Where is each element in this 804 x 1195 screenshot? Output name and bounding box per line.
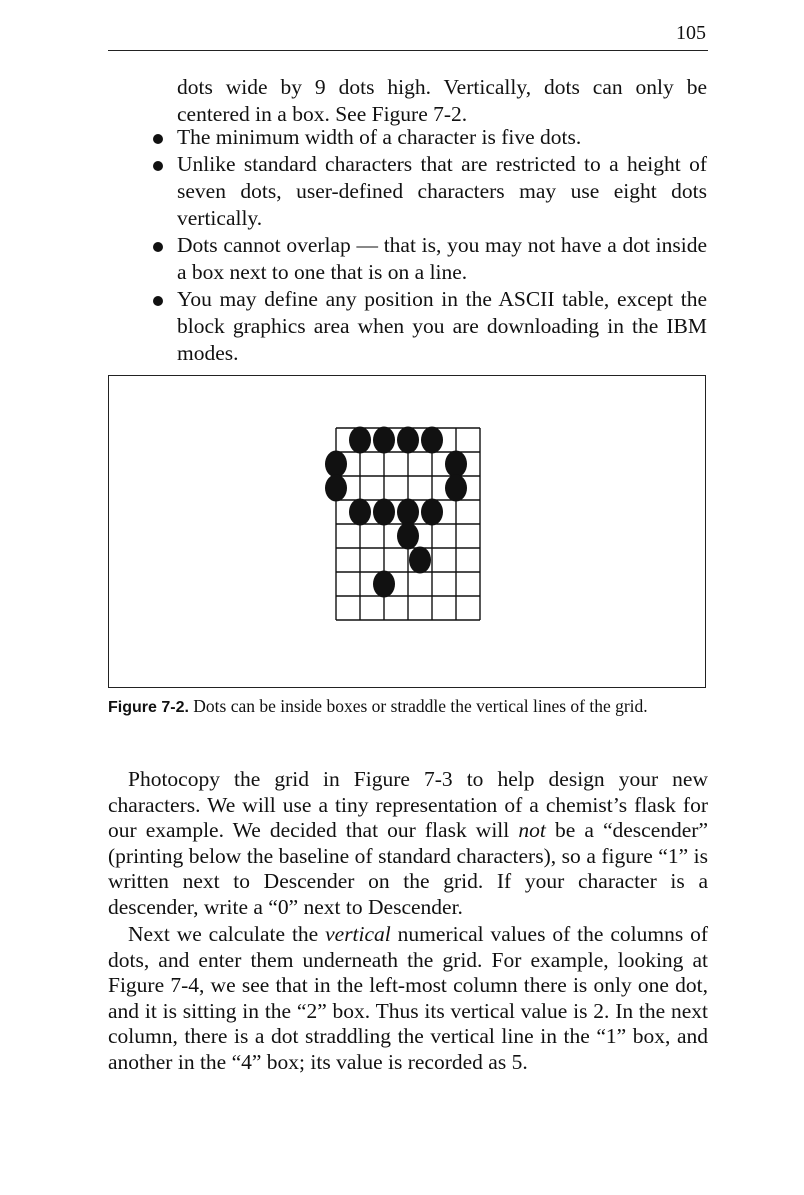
figure-frame: [108, 375, 706, 688]
grid-dot: [397, 523, 419, 550]
bullet-dot-icon: [153, 296, 163, 306]
grid-dot: [397, 427, 419, 454]
figure-caption: [108, 694, 712, 720]
grid-dot: [325, 475, 347, 502]
bullet-item: The minimum width of a character is five dots.: [177, 125, 582, 149]
figure-caption-label: Figure 7-2.: [108, 699, 189, 716]
grid-dot: [409, 547, 431, 574]
body-paragraph-2: [108, 922, 708, 1075]
bullet-item: You may define any position in the ASCII table, except the block graphics area when you are downloading in the IBM modes.: [177, 287, 707, 365]
bullet-dot-icon: [153, 134, 163, 144]
dot-grid-figure: [109, 376, 704, 686]
bullet-item: Unlike standard characters that are restricted to a height of seven dots, user-defined characters may use eight dots vertically.: [177, 152, 707, 230]
header-rule: [108, 50, 708, 51]
body-paragraph-2-part1: Next we calculate the: [128, 922, 326, 946]
body-paragraph-1-emphasis: not: [518, 818, 546, 842]
grid-dot: [421, 499, 443, 526]
body-paragraph-2-part2: numerical values of the columns of dots, and enter them underneath the grid. For example, looking at Figure 7-4, we see that in the left-most column there is only one dot, and it is sitting in the “2” box. Thus its vertical value is 2. In the next column, there is a dot straddling the vertical line in the “1” box, and another in the “4” box; its value is recorded as 5.: [108, 922, 708, 1074]
grid-dot: [421, 427, 443, 454]
grid-dot: [325, 451, 347, 478]
bullet-dot-icon: [153, 161, 163, 171]
grid-dot: [445, 475, 467, 502]
grid-dot: [373, 571, 395, 598]
bullet-item: Dots cannot overlap — that is, you may not have a dot inside a box next to one that is on a line.: [177, 233, 707, 284]
grid-dot: [397, 499, 419, 526]
grid-dot: [349, 427, 371, 454]
bullet-dot-icon: [153, 242, 163, 252]
intro-continuation: dots wide by 9 dots high. Vertically, dots can only be centered in a box. See Figure 7-2.: [177, 75, 707, 126]
grid-dot: [373, 427, 395, 454]
grid-dot: [373, 499, 395, 526]
figure-caption-text: Dots can be inside boxes or straddle the vertical lines of the grid.: [193, 696, 648, 716]
page-number: 105: [676, 22, 706, 44]
grid-dot: [349, 499, 371, 526]
body-paragraph-1-part1: Photocopy the grid in Figure 7-3 to help design your new characters. We will use a tiny representation of a chemist’s flask for our example. We decided that our flask will: [108, 767, 708, 842]
body-paragraph-1: [108, 767, 708, 920]
grid-dot: [445, 451, 467, 478]
body-paragraph-1-part2: be a “descender” (printing below the baseline of standard characters), so a figure “1” is written next to Descender on the grid. If your character is a descender, write a “0” next to Descender.: [108, 818, 709, 919]
body-paragraph-2-emphasis: vertical: [325, 922, 391, 946]
